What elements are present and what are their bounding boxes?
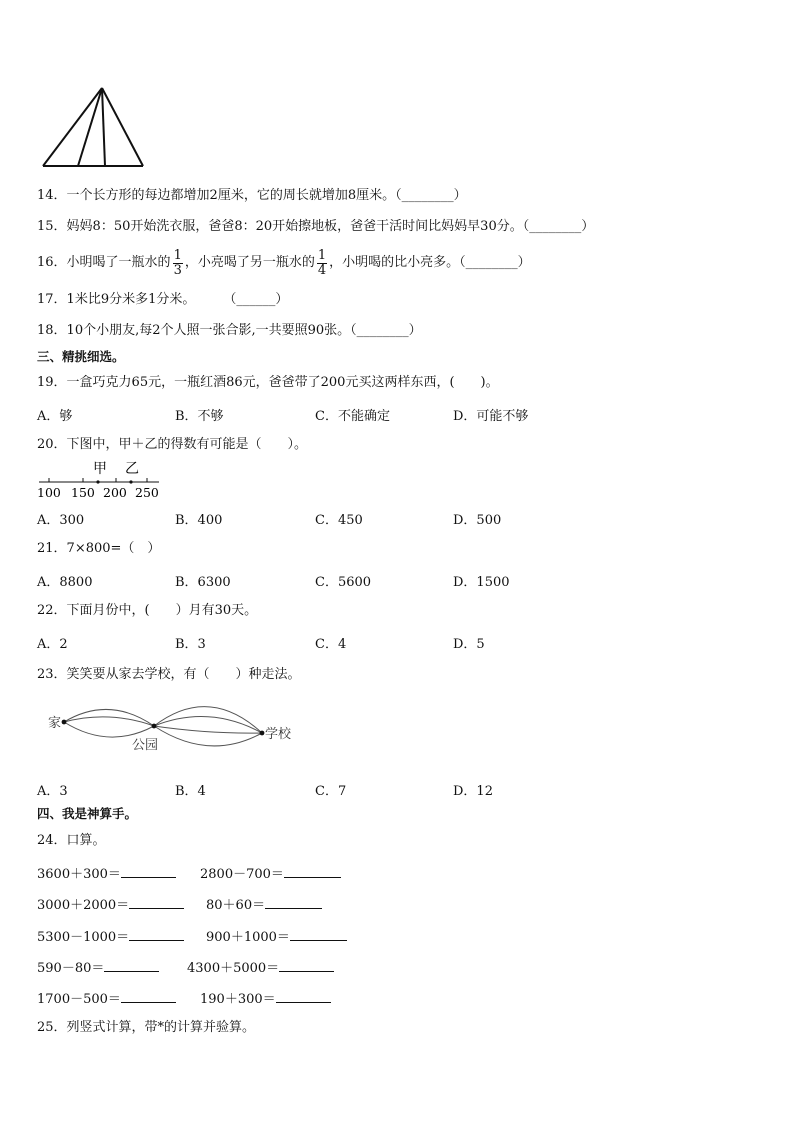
q22-option-d[interactable]: D．5 — [453, 637, 485, 652]
q21-option-a[interactable]: A．8800 — [37, 575, 93, 590]
question-18: 18．10个小朋友,每2个人照一张合影,一共要照90张。（________） — [37, 323, 422, 338]
calc-4-1: 590－80＝ — [37, 957, 159, 976]
q23-option-a[interactable]: A．3 — [37, 784, 68, 799]
tick-200: 200 — [103, 485, 127, 500]
q22-option-b[interactable]: B．3 — [175, 637, 206, 652]
route-diagram — [44, 700, 304, 758]
calc-3-1: 5300－1000＝ — [37, 926, 184, 945]
calc-3-2: 900＋1000＝ — [206, 926, 347, 945]
calc-2-2: 80＋60＝ — [206, 894, 322, 913]
question-15: 15．妈妈8：50开始洗衣服，爸爸8：20开始擦地板，爸爸干活时间比妈妈早30分。（________） — [37, 219, 595, 234]
calc-5-1: 1700－500＝ — [37, 988, 176, 1007]
question-14: 14．一个长方形的每边都增加2厘米，它的周长就增加8厘米。（________） — [37, 188, 467, 203]
section-heading-4: 四、我是神算手。 — [37, 806, 138, 821]
question-25-stem: 25．列竖式计算，带*的计算并验算。 — [37, 1020, 256, 1035]
q21-option-d[interactable]: D．1500 — [453, 575, 510, 590]
q23-option-c[interactable]: C．7 — [315, 784, 347, 799]
label-yi: 乙 — [125, 461, 139, 477]
question-22-stem: 22．下面月份中，( ）月有30天。 — [37, 603, 258, 618]
label-school: 学校 — [265, 727, 292, 742]
fraction-one-quarter: $\frac{1}{4}$ — [317, 247, 327, 278]
triangle-figure — [40, 85, 150, 170]
q21-option-b[interactable]: B．6300 — [175, 575, 231, 590]
q19-option-d[interactable]: D．可能不够 — [453, 409, 529, 424]
label-jia: 甲 — [93, 461, 107, 477]
q20-option-d[interactable]: D．500 — [453, 513, 502, 528]
q20-option-a[interactable]: A．300 — [37, 513, 85, 528]
question-21-stem: 21．7×800=（ ） — [37, 541, 161, 556]
question-24-stem: 24．口算。 — [37, 833, 106, 848]
number-line — [37, 458, 162, 500]
q21-option-c[interactable]: C．5600 — [315, 575, 372, 590]
question-16: 16． 小明喝了一瓶水的 $\frac{1}{3}$ ，小亮喝了另一瓶水的 $\frac{1}{4}$ ，小明喝的比小亮多。（________） — [37, 247, 531, 278]
calc-4-2: 4300＋5000＝ — [187, 957, 334, 976]
question-19-stem: 19．一盒巧克力65元，一瓶红酒86元，爸爸带了200元买这两样东西，( )。 — [37, 375, 499, 390]
q19-option-a[interactable]: A．够 — [37, 409, 73, 424]
calc-2-1: 3000＋2000＝ — [37, 894, 184, 913]
question-23-stem: 23．笑笑要从家去学校，有（ ）种走法。 — [37, 667, 301, 682]
q22-option-c[interactable]: C．4 — [315, 637, 347, 652]
q19-option-c[interactable]: C．不能确定 — [315, 409, 390, 424]
q20-option-c[interactable]: C．450 — [315, 513, 363, 528]
calc-1-1: 3600＋300＝ — [37, 863, 176, 882]
calc-5-2: 190＋300＝ — [200, 988, 331, 1007]
q23-option-d[interactable]: D．12 — [453, 784, 493, 799]
fraction-one-third: $\frac{1}{3}$ — [173, 247, 182, 278]
label-home: 家 — [48, 716, 62, 731]
tick-100: 100 — [37, 485, 61, 500]
q22-option-a[interactable]: A．2 — [37, 637, 68, 652]
calc-1-2: 2800－700＝ — [200, 863, 341, 882]
label-park: 公园 — [132, 738, 159, 753]
tick-150: 150 — [71, 485, 95, 500]
question-17: 17．1米比9分米多1分米。 （______） — [37, 292, 289, 307]
section-heading-3: 三、精挑细选。 — [37, 349, 125, 364]
q23-option-b[interactable]: B．4 — [175, 784, 206, 799]
q19-option-b[interactable]: B．不够 — [175, 409, 224, 424]
question-20-stem: 20．下图中，甲＋乙的得数有可能是（ ）。 — [37, 437, 308, 452]
q20-option-b[interactable]: B．400 — [175, 513, 223, 528]
tick-250: 250 — [135, 485, 159, 500]
